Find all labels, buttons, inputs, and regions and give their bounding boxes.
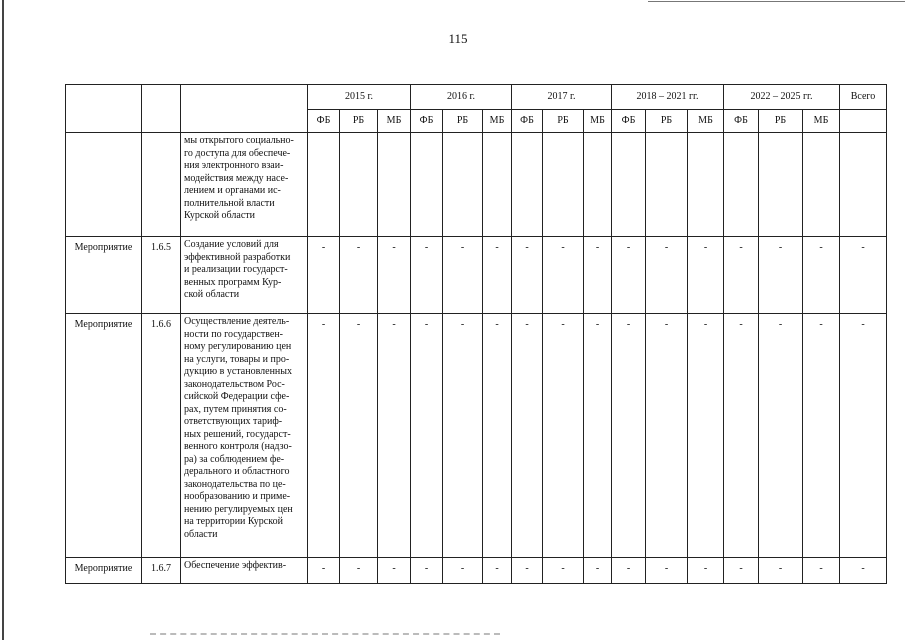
activity-name-cell: Осуществление деятель- ности по государствен- ному регулированию цен на услуги, товары и про- дукцию в установленных законодательством Рос- сийской Федерации сфе- рах, путем принятия со- ответствующих тариф- ных решений, государст- венного контроля (надзо- ра) за соблюдением фе- дерального и областного законодательства по це- нообразованию и приме- нению регулируемых цен на территории Курской области [181,314,308,558]
funding-value-cell: - [340,237,378,314]
header-source: МБ [688,110,724,133]
header-source: РБ [443,110,483,133]
header-source: ФБ [411,110,443,133]
value-cell [803,133,840,237]
funding-value-cell: - [411,237,443,314]
header-source-total [840,110,887,133]
table-body [66,85,887,584]
funding-value-cell: - [688,558,724,584]
name-cell-continued: мы открытого социально- го доступа для обеспече- ния электронного взаи- модействия между насе- лением и органами ис- полнительной власти Курской области [181,133,308,237]
header-source: РБ [646,110,688,133]
header-year: 2015 г. [308,85,411,110]
funding-value-cell: - [308,237,340,314]
header-source: ФБ [724,110,759,133]
page-number: 115 [448,31,468,46]
table-row [66,558,887,584]
table-row [66,237,887,314]
value-cell [512,133,543,237]
funding-value-cell: - [759,314,803,558]
header-source: МБ [483,110,512,133]
value-cell [584,133,612,237]
activity-code-cell: 1.6.7 [142,558,181,584]
header-source: РБ [543,110,584,133]
scan-left-edge [2,0,4,640]
activity-name-cell: Создание условий для эффективной разработки и реализации государст- венных программ Кур- ской области [181,237,308,314]
value-cell [378,133,411,237]
funding-value-cell: - [724,558,759,584]
code-cell [142,133,181,237]
funding-value-cell: - [724,237,759,314]
funding-value-cell: - [646,558,688,584]
table-row-continued [66,133,887,237]
scan-bottom-edge [150,633,500,637]
table-row [66,314,887,558]
activity-code-cell: 1.6.6 [142,314,181,558]
funding-value-cell: - [512,558,543,584]
funding-value-cell: - [543,314,584,558]
funding-value-cell: - [646,314,688,558]
funding-value-cell: - [840,237,887,314]
value-cell [308,133,340,237]
funding-value-cell: - [543,558,584,584]
activity-type-cell: Мероприятие [66,314,142,558]
funding-value-cell: - [584,314,612,558]
value-cell [543,133,584,237]
header-cell-type [66,85,142,133]
funding-value-cell: - [584,237,612,314]
value-cell [646,133,688,237]
funding-value-cell: - [612,237,646,314]
value-cell [411,133,443,237]
funding-value-cell: - [483,237,512,314]
funding-value-cell: - [483,314,512,558]
funding-value-cell: - [443,314,483,558]
activity-code-cell: 1.6.5 [142,237,181,314]
header-source: ФБ [308,110,340,133]
funding-value-cell: - [724,314,759,558]
funding-value-cell: - [803,314,840,558]
funding-value-cell: - [612,314,646,558]
funding-value-cell: - [308,314,340,558]
funding-value-cell: - [759,558,803,584]
type-cell [66,133,142,237]
value-cell [840,133,887,237]
header-row-years [66,85,887,110]
funding-value-cell: - [612,558,646,584]
value-cell [483,133,512,237]
value-cell [612,133,646,237]
header-cell-code [142,85,181,133]
funding-value-cell: - [512,314,543,558]
header-cell-name [181,85,308,133]
activity-type-cell: Мероприятие [66,558,142,584]
scan-top-edge [648,1,905,2]
header-total: Всего [840,85,887,110]
value-cell [340,133,378,237]
funding-value-cell: - [443,558,483,584]
header-source: РБ [340,110,378,133]
funding-value-cell: - [688,314,724,558]
value-cell [443,133,483,237]
value-cell [724,133,759,237]
funding-value-cell: - [584,558,612,584]
funding-value-cell: - [840,558,887,584]
funding-value-cell: - [688,237,724,314]
funding-value-cell: - [512,237,543,314]
header-source: МБ [803,110,840,133]
funding-value-cell: - [543,237,584,314]
header-source: ФБ [612,110,646,133]
funding-value-cell: - [411,558,443,584]
budget-table [65,84,887,584]
funding-value-cell: - [411,314,443,558]
header-year: 2017 г. [512,85,612,110]
funding-value-cell: - [803,558,840,584]
funding-value-cell: - [308,558,340,584]
funding-value-cell: - [443,237,483,314]
header-year: 2016 г. [411,85,512,110]
header-year: 2022 – 2025 гг. [724,85,840,110]
funding-value-cell: - [646,237,688,314]
funding-value-cell: - [483,558,512,584]
funding-value-cell: - [378,558,411,584]
funding-value-cell: - [378,237,411,314]
header-source: МБ [584,110,612,133]
funding-value-cell: - [803,237,840,314]
funding-value-cell: - [759,237,803,314]
header-source: ФБ [512,110,543,133]
funding-value-cell: - [340,314,378,558]
funding-value-cell: - [840,314,887,558]
funding-value-cell: - [340,558,378,584]
activity-type-cell: Мероприятие [66,237,142,314]
header-source: РБ [759,110,803,133]
header-year: 2018 – 2021 гг. [612,85,724,110]
value-cell [759,133,803,237]
value-cell [688,133,724,237]
activity-name-cell: Обеспечение эффектив- [181,558,308,584]
funding-value-cell: - [378,314,411,558]
header-source: МБ [378,110,411,133]
